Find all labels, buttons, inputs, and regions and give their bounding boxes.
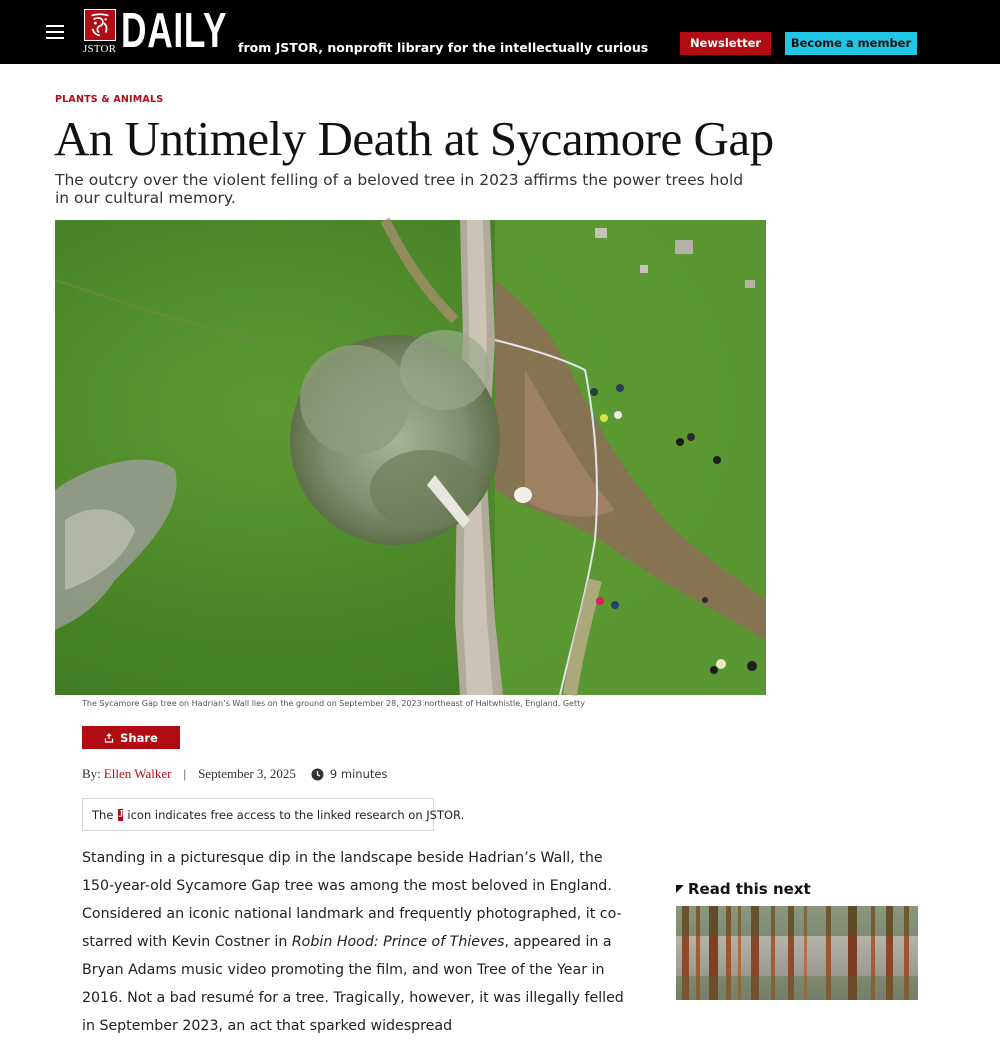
hero-image	[55, 220, 766, 695]
logo-jstor-text: JSTOR	[83, 43, 117, 55]
jstor-seal-icon	[84, 9, 116, 41]
article-title: An Untimely Death at Sycamore Gap	[54, 111, 774, 166]
article-category[interactable]: PLANTS & ANIMALS	[55, 94, 164, 105]
read-next-thumbnail[interactable]	[676, 906, 918, 1000]
jstor-daily-logo[interactable]	[83, 4, 228, 58]
byline-prefix: By:	[82, 766, 101, 781]
notice-text-after: icon indicates free access to the linked research on JSTOR.	[127, 807, 465, 822]
clock-icon	[311, 768, 324, 781]
logo-daily-text: DAILY	[121, 4, 228, 58]
share-icon	[104, 733, 114, 743]
read-this-next-heading	[676, 880, 811, 898]
site-tagline: from JSTOR, nonprofit library for the intellectually curious	[238, 40, 649, 55]
publish-date: September 3, 2025	[198, 766, 296, 781]
article-paragraph	[82, 844, 630, 1040]
site-header	[0, 0, 1000, 64]
author-link[interactable]: Ellen Walker	[103, 766, 172, 781]
hamburger-menu-icon[interactable]	[46, 25, 64, 39]
article-body	[82, 844, 630, 1040]
share-label: Share	[120, 730, 158, 745]
image-caption: The Sycamore Gap tree on Hadrian’s Wall lies on the ground on September 28, 2023 northeast of Haltwhistle, England. Getty	[82, 699, 585, 708]
read-time: 9 minutes	[329, 767, 388, 781]
article-byline	[82, 766, 387, 782]
free-access-notice	[82, 798, 465, 831]
paragraph-text-2: , appeared in a Bryan Adams music video promoting the film, and won Tree of the Year in 2016. Not a bad resumé for a tree. Tragically, however, it was illegally felled in September 2023, an act that sparked widespread	[82, 934, 624, 1034]
jstor-j-icon: J	[118, 808, 124, 820]
byline-separator: |	[183, 766, 187, 781]
film-title: Robin Hood: Prince of Thieves	[291, 934, 505, 950]
corner-arrow-icon	[676, 885, 684, 893]
share-button[interactable]	[82, 726, 180, 749]
notice-text-before: The	[92, 807, 114, 822]
read-next-label: Read this next	[688, 880, 811, 898]
newsletter-button[interactable]: Newsletter	[680, 32, 771, 55]
article-subtitle: The outcry over the violent felling of a beloved tree in 2023 affirms the power trees hold in our cultural memory.	[55, 171, 744, 207]
become-member-button[interactable]: Become a member	[785, 32, 917, 55]
paragraph-text-1: Standing in a picturesque dip in the landscape beside Hadrian’s Wall, the 150-year-old Sycamore Gap tree was among the most beloved in England. Considered an iconic national landmark and frequently photographed, it co-starred with Kevin Costner in	[82, 850, 622, 950]
